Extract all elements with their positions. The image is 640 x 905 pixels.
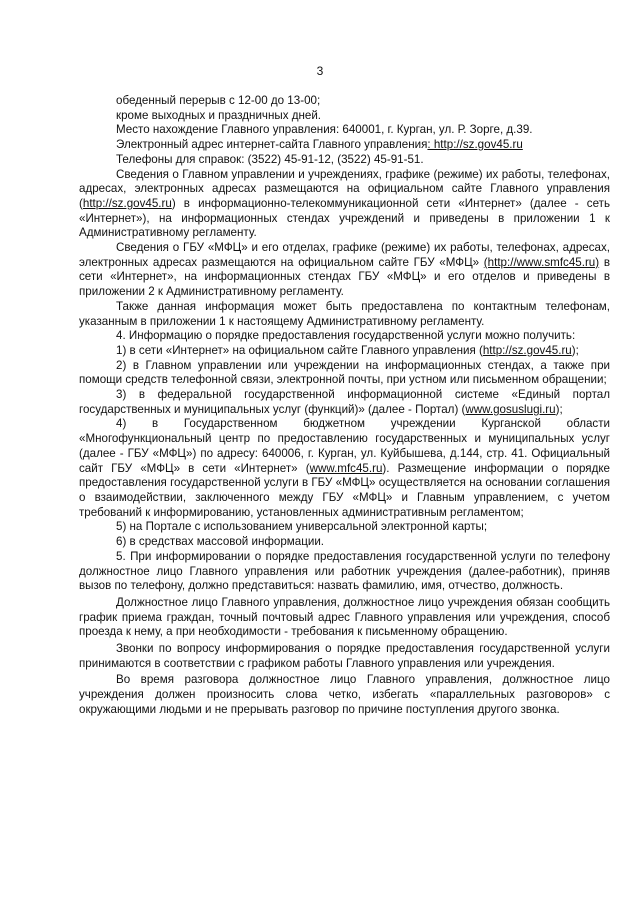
text-line: обеденный перерыв с 12-00 до 13-00; [116,94,321,107]
list-item: 2) в Главном управлении или учреждении на информационных стендах, а также при помощи средств телефонной связи, электронной почты, при устном или письменном обращении; [79,358,610,387]
paragraph: Сведения о Главном управлении и учреждениях, графике (режиме) их работы, телефонах, адресах, электронных адресах размещаются на официальном сайте Главного управления (http://sz.gov45.ru) в информационно-телекоммуникационной сети «Интернет» (далее - сеть «Интернет»), на информационных стендах учреждений и приведены в приложении 1 к Административному регламенту. [79,167,610,240]
site-link[interactable]: : http://sz.gov45.ru [427,138,523,152]
paragraph: Должностное лицо Главного управления, должностное лицо учреждения обязан сообщить график приема граждан, точный почтовый адрес Главного управления или учреждения, способ проезда к нему, а при необходимости - требования к письменному обращению. [79,595,610,639]
mfc-link[interactable]: www.mfc45.ru [309,461,383,475]
list-item: 5) на Портале с использованием универсальной электронной карты; [116,520,488,534]
text-line: кроме выходных и праздничных дней. [116,108,322,122]
paragraph: Звонки по вопросу информирования о порядке предоставления государственной услуги принимаются в соответствии с графиком работы Главного управления или учреждения. [79,642,610,670]
text-line: Место нахождение Главного управления: 640001, г. Курган, ул. Р. Зорге, д.39. [116,123,533,137]
paragraph: Во время разговора должностное лицо Главного управления, должностное лицо учреждения должен произносить слова четко, избегать «параллельных разговоров» с окружающими людьми и не прерывать разговор по причине поступления другого звонка. [79,673,610,716]
paragraph: 5. При информировании о порядке предоставления государственной услуги по телефону должностное лицо Главного управления или работник учреждения (далее-работник), приняв вызов по телефону, должно представиться: назвать фамилию, имя, отчество, должность. [79,549,610,593]
site-link[interactable]: http://sz.gov45.ru [82,196,172,210]
portal-link[interactable]: www.gosuslugi.ru [465,402,556,416]
list-item: 4) в Государственном бюджетном учреждении Курганской области «Многофункциональный центр по предоставлению государственных и муниципальных услуг (далее - ГБУ «МФЦ») по адресу: 640006, г. Курган, ул. Куйбышева, д.144, стр. 41. Официальный сайт ГБУ «МФЦ» в сети «Интернет» (www.mfc45.ru). Размещение информации о порядке предоставления государственной услуги в ГБУ «МФЦ» осуществляется на основании соглашения о взаимодействии, заключенного между ГБУ «МФЦ» и Главным управлением, с учетом требований к информированию, установленных административным регламентом; [79,417,610,519]
text-line: Электронный адрес интернет-сайта Главного управления: http://sz.gov45.ru [116,138,523,152]
list-item: 3) в федеральной государственной информационной системе «Единый портал государственных и муниципальных услуг (функций)» (далее - Портал) (www.gosuslugi.ru); [79,388,610,416]
list-item: 1) в сети «Интернет» на официальном сайте Главного управления (http://sz.gov45.ru); [116,343,579,357]
page-number: 3 [316,64,324,78]
site-link[interactable]: http://sz.gov45.ru [482,343,572,357]
paragraph: Также данная информация может быть предоставлена по контактным телефонам, указанным в приложении 1 к настоящему Административному регламенту. [79,299,610,328]
paragraph: 4. Информацию о порядке предоставления государственной услуги можно получить: [116,329,576,343]
list-item: 6) в средствах массовой информации. [116,535,325,549]
document-body [79,94,610,718]
text-line: Телефоны для справок: (3522) 45-91-12, (3522) 45-91-51. [116,152,424,166]
mfc-link[interactable]: (http://www.smfc45.ru) [483,255,600,269]
paragraph: Сведения о ГБУ «МФЦ» и его отделах, графике (режиме) их работы, телефонах, адресах, электронных адресах размещаются на официальном сайте ГБУ «МФЦ» (http://www.smfc45.ru) в сети «Интернет», на информационных стендах ГБУ «МФЦ» и его отделов и приведены в приложении 2 к Административному регламенту. [79,241,610,299]
